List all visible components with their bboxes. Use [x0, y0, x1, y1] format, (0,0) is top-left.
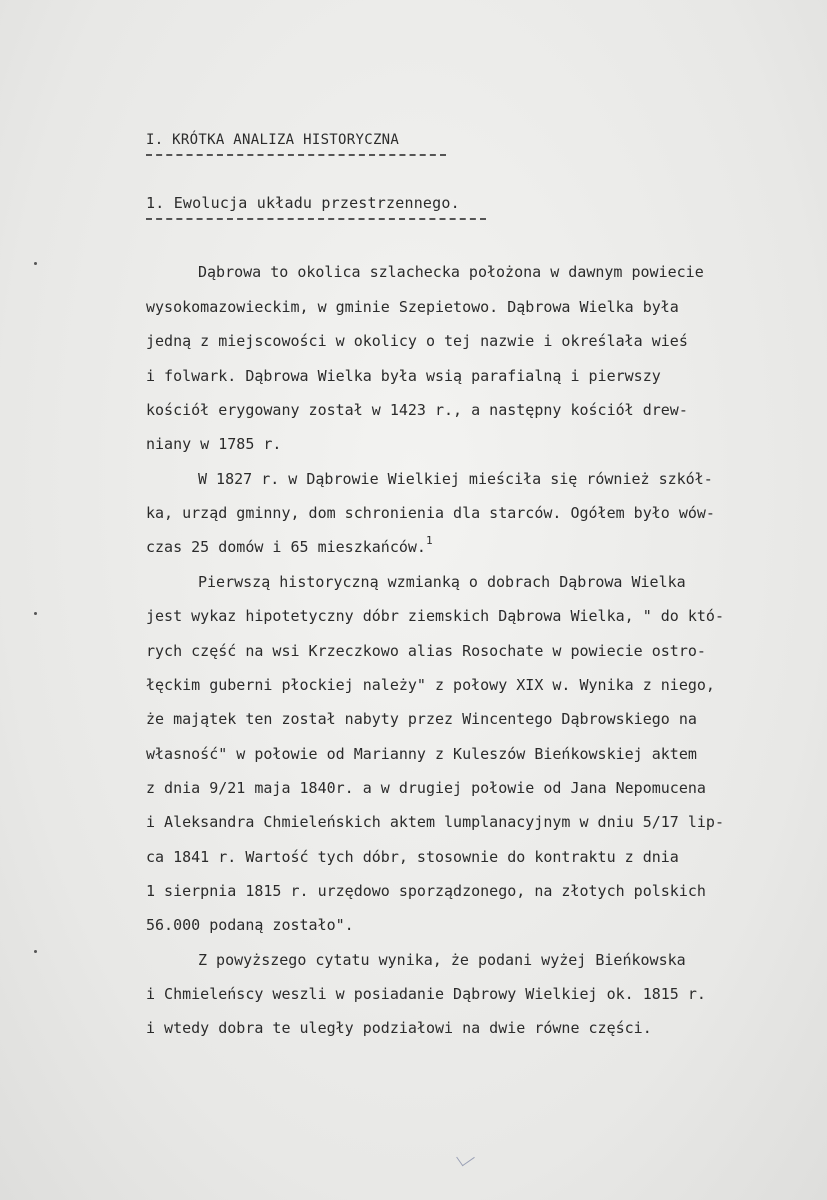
text-line: 1 sierpnia 1815 r. urzędowo sporządzonego, na złotych polskich: [146, 882, 706, 900]
text-line: własność" w połowie od Marianny z Kuleszów Bieńkowskiej aktem: [146, 745, 697, 763]
text-line: kościół erygowany został w 1423 r., a następny kościół drew-: [146, 401, 688, 419]
text-line: niany w 1785 r.: [146, 435, 282, 453]
text-line: że majątek ten został nabyty przez Wincentego Dąbrowskiego na: [146, 710, 697, 728]
section-heading: 1. Ewolucja układu przestrzennego.: [146, 194, 486, 220]
text-line: W 1827 r. w Dąbrowie Wielkiej mieściła się również szkół-: [198, 470, 713, 488]
margin-mark: [34, 950, 37, 953]
text-line: Dąbrowa to okolica szlachecka położona w dawnym powiecie: [198, 263, 704, 281]
text-line: jest wykaz hipotetyczny dóbr ziemskich Dąbrowa Wielka, " do któ-: [146, 607, 724, 625]
text-line: i wtedy dobra te uległy podziałowi na dwie równe części.: [146, 1019, 652, 1037]
text-line: Pierwszą historyczną wzmianką o dobrach Dąbrowa Wielka: [198, 573, 686, 591]
text-line: i Chmieleńscy weszli w posiadanie Dąbrowy Wielkiej ok. 1815 r.: [146, 985, 706, 1003]
text-line-content: czas 25 domów i 65 mieszkańców.: [146, 538, 426, 556]
text-line: i folwark. Dąbrowa Wielka była wsią parafialną i pierwszy: [146, 367, 661, 385]
footnote-marker: 1: [425, 534, 433, 547]
text-line: wysokomazowieckim, w gminie Szepietowo. Dąbrowa Wielka była: [146, 298, 679, 316]
text-line: i Aleksandra Chmieleńskich aktem lumplanacyjnym w dniu 5/17 lip-: [146, 813, 724, 831]
chapter-heading: I. KRÓTKA ANALIZA HISTORYCZNA: [146, 132, 446, 156]
margin-mark: [34, 612, 37, 615]
text-line: [146, 534, 433, 557]
paper-scuff: [456, 1149, 475, 1167]
text-line: z dnia 9/21 maja 1840r. a w drugiej połowie od Jana Nepomucena: [146, 779, 706, 797]
text-line: ca 1841 r. Wartość tych dóbr, stosownie do kontraktu z dnia: [146, 848, 679, 866]
text-line: 56.000 podaną zostało".: [146, 916, 354, 934]
text-line: Z powyższego cytatu wynika, że podani wyżej Bieńkowska: [198, 951, 686, 969]
text-line: łęckim guberni płockiej należy" z połowy XIX w. Wynika z niego,: [146, 676, 715, 694]
text-line: ka, urząd gminny, dom schronienia dla starców. Ogółem było wów-: [146, 504, 715, 522]
text-line: jedną z miejscowości w okolicy o tej nazwie i określała wieś: [146, 332, 688, 350]
margin-mark: [34, 262, 37, 265]
text-line: rych część na wsi Krzeczkowo alias Rosochate w powiecie ostro-: [146, 642, 706, 660]
